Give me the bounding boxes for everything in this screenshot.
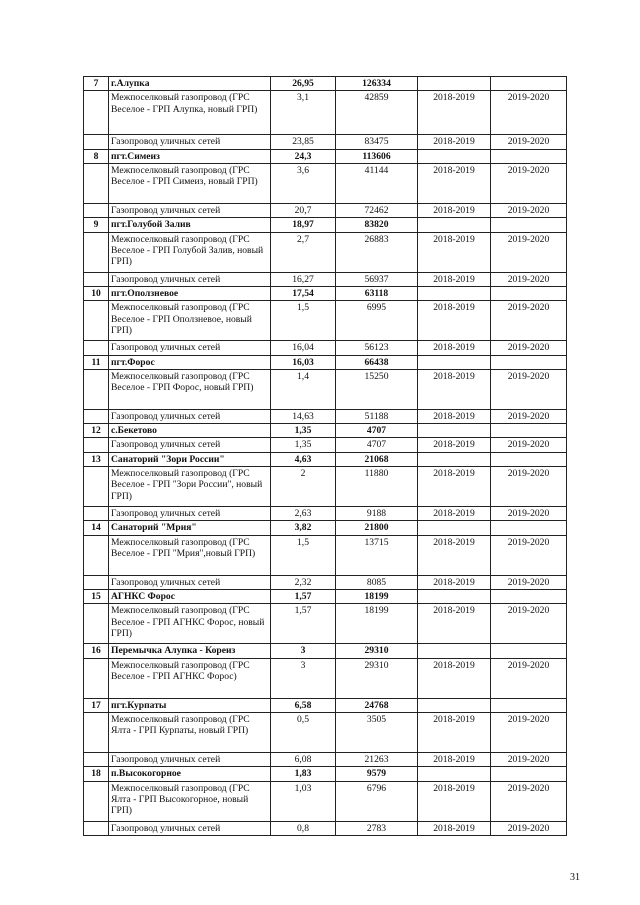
row-number-empty <box>84 604 109 644</box>
length-km: 23,85 <box>271 135 336 149</box>
settlement-name: Санаторий "Зори России" <box>109 452 271 466</box>
construction-start-period: 2018-2019 <box>418 575 491 589</box>
settlement-name: п.Высокогорное <box>109 767 271 781</box>
pipeline-description: Газопровод уличных сетей <box>109 752 271 766</box>
length-km: 1,5 <box>271 535 336 575</box>
table-row <box>84 203 567 217</box>
table-row <box>84 752 567 766</box>
period-end-empty <box>491 767 567 781</box>
period-end-empty <box>491 218 567 232</box>
cost-value: 11880 <box>336 467 418 507</box>
row-number: 9 <box>84 218 109 232</box>
row-number-empty <box>84 712 109 752</box>
construction-start-period: 2018-2019 <box>418 604 491 644</box>
cost-value: 21263 <box>336 752 418 766</box>
period-end-empty <box>491 286 567 300</box>
length-km: 18,97 <box>271 218 336 232</box>
length-km: 1,57 <box>271 590 336 604</box>
construction-start-period: 2018-2019 <box>418 752 491 766</box>
row-number-empty <box>84 535 109 575</box>
pipeline-description: Межпоселковый газопровод (ГРС Веселое - ГРП Алупка, новый ГРП) <box>109 91 271 135</box>
pipeline-description: Межпоселковый газопровод (ГРС Ялта - ГРП Курпаты, новый ГРП) <box>109 712 271 752</box>
period-start-empty <box>418 767 491 781</box>
pipeline-description: Межпоселковый газопровод (ГРС Веселое - ГРП "Мрия",новый ГРП) <box>109 535 271 575</box>
cost-value: 21068 <box>336 452 418 466</box>
construction-end-period: 2019-2020 <box>491 369 567 409</box>
row-number: 15 <box>84 590 109 604</box>
pipeline-description: Газопровод уличных сетей <box>109 203 271 217</box>
cost-value: 21800 <box>336 521 418 535</box>
settlement-name: с.Бекетово <box>109 424 271 438</box>
table-row <box>84 272 567 286</box>
length-km: 4,63 <box>271 452 336 466</box>
cost-value: 29310 <box>336 658 418 698</box>
pipeline-description: Межпоселковый газопровод (ГРС Ялта - ГРП Высокогорное, новый ГРП) <box>109 781 271 821</box>
table-row <box>84 163 567 203</box>
section-header-row <box>84 521 567 535</box>
pipeline-description: Газопровод уличных сетей <box>109 438 271 452</box>
settlement-name: пгт.Симеиз <box>109 149 271 163</box>
section-header-row <box>84 590 567 604</box>
section-header-row <box>84 767 567 781</box>
settlement-name: Перемычка Алупка - Кореиз <box>109 644 271 658</box>
construction-start-period: 2018-2019 <box>418 658 491 698</box>
table-row <box>84 575 567 589</box>
construction-end-period: 2019-2020 <box>491 507 567 521</box>
cost-value: 18199 <box>336 590 418 604</box>
construction-end-period: 2019-2020 <box>491 91 567 135</box>
construction-end-period: 2019-2020 <box>491 203 567 217</box>
construction-start-period: 2018-2019 <box>418 341 491 355</box>
period-start-empty <box>418 218 491 232</box>
row-number-empty <box>84 409 109 423</box>
table-row <box>84 409 567 423</box>
length-km: 3,1 <box>271 91 336 135</box>
settlement-name: пгт.Курпаты <box>109 698 271 712</box>
settlement-name: г.Алупка <box>109 77 271 91</box>
construction-end-period: 2019-2020 <box>491 712 567 752</box>
section-header-row <box>84 149 567 163</box>
row-number: 17 <box>84 698 109 712</box>
length-km: 16,03 <box>271 355 336 369</box>
cost-value: 42859 <box>336 91 418 135</box>
section-header-row <box>84 286 567 300</box>
row-number: 10 <box>84 286 109 300</box>
row-number-empty <box>84 369 109 409</box>
construction-start-period: 2018-2019 <box>418 712 491 752</box>
row-number-empty <box>84 203 109 217</box>
cost-value: 83475 <box>336 135 418 149</box>
length-km: 2 <box>271 467 336 507</box>
period-start-empty <box>418 698 491 712</box>
row-number-empty <box>84 821 109 835</box>
table-row <box>84 91 567 135</box>
row-number-empty <box>84 272 109 286</box>
period-end-empty <box>491 424 567 438</box>
cost-value: 4707 <box>336 424 418 438</box>
length-km: 2,7 <box>271 232 336 272</box>
row-number: 13 <box>84 452 109 466</box>
length-km: 1,03 <box>271 781 336 821</box>
cost-value: 6796 <box>336 781 418 821</box>
period-start-empty <box>418 644 491 658</box>
cost-value: 113606 <box>336 149 418 163</box>
row-number: 14 <box>84 521 109 535</box>
period-end-empty <box>491 77 567 91</box>
construction-start-period: 2018-2019 <box>418 232 491 272</box>
construction-start-period: 2018-2019 <box>418 467 491 507</box>
construction-start-period: 2018-2019 <box>418 91 491 135</box>
period-start-empty <box>418 149 491 163</box>
length-km: 1,35 <box>271 424 336 438</box>
table-row <box>84 467 567 507</box>
construction-end-period: 2019-2020 <box>491 467 567 507</box>
table-row <box>84 535 567 575</box>
length-km: 3 <box>271 658 336 698</box>
construction-start-period: 2018-2019 <box>418 369 491 409</box>
period-start-empty <box>418 521 491 535</box>
row-number-empty <box>84 467 109 507</box>
table-row <box>84 301 567 341</box>
row-number: 12 <box>84 424 109 438</box>
cost-value: 56123 <box>336 341 418 355</box>
row-number-empty <box>84 575 109 589</box>
row-number-empty <box>84 135 109 149</box>
cost-value: 29310 <box>336 644 418 658</box>
cost-value: 6995 <box>336 301 418 341</box>
cost-value: 18199 <box>336 604 418 644</box>
length-km: 1,57 <box>271 604 336 644</box>
table-row <box>84 369 567 409</box>
table-row <box>84 658 567 698</box>
table-row <box>84 781 567 821</box>
construction-end-period: 2019-2020 <box>491 135 567 149</box>
length-km: 17,54 <box>271 286 336 300</box>
cost-value: 26883 <box>336 232 418 272</box>
cost-value: 126334 <box>336 77 418 91</box>
construction-end-period: 2019-2020 <box>491 232 567 272</box>
period-end-empty <box>491 644 567 658</box>
pipeline-description: Газопровод уличных сетей <box>109 507 271 521</box>
construction-start-period: 2018-2019 <box>418 821 491 835</box>
row-number-empty <box>84 507 109 521</box>
table-row <box>84 135 567 149</box>
settlement-name: пгт.Форос <box>109 355 271 369</box>
length-km: 0,5 <box>271 712 336 752</box>
pipeline-description: Газопровод уличных сетей <box>109 575 271 589</box>
length-km: 2,63 <box>271 507 336 521</box>
pipeline-description: Межпоселковый газопровод (ГРС Веселое - ГРП АГНКС Форос, новый ГРП) <box>109 604 271 644</box>
period-start-empty <box>418 590 491 604</box>
pipeline-description: Газопровод уличных сетей <box>109 409 271 423</box>
cost-value: 56937 <box>336 272 418 286</box>
length-km: 2,32 <box>271 575 336 589</box>
table-row <box>84 507 567 521</box>
construction-end-period: 2019-2020 <box>491 163 567 203</box>
period-end-empty <box>491 521 567 535</box>
row-number: 18 <box>84 767 109 781</box>
construction-start-period: 2018-2019 <box>418 203 491 217</box>
row-number-empty <box>84 163 109 203</box>
length-km: 1,83 <box>271 767 336 781</box>
cost-value: 15250 <box>336 369 418 409</box>
period-start-empty <box>418 286 491 300</box>
period-end-empty <box>491 452 567 466</box>
construction-end-period: 2019-2020 <box>491 301 567 341</box>
length-km: 20,7 <box>271 203 336 217</box>
cost-value: 9188 <box>336 507 418 521</box>
table-row <box>84 341 567 355</box>
construction-start-period: 2018-2019 <box>418 301 491 341</box>
construction-start-period: 2018-2019 <box>418 272 491 286</box>
period-start-empty <box>418 424 491 438</box>
pipeline-description: Межпоселковый газопровод (ГРС Веселое - ГРП АГНКС Форос) <box>109 658 271 698</box>
construction-start-period: 2018-2019 <box>418 163 491 203</box>
period-end-empty <box>491 698 567 712</box>
construction-start-period: 2018-2019 <box>418 135 491 149</box>
cost-value: 13715 <box>336 535 418 575</box>
table-row <box>84 712 567 752</box>
construction-end-period: 2019-2020 <box>491 781 567 821</box>
construction-end-period: 2019-2020 <box>491 821 567 835</box>
construction-end-period: 2019-2020 <box>491 535 567 575</box>
length-km: 26,95 <box>271 77 336 91</box>
cost-value: 8085 <box>336 575 418 589</box>
construction-start-period: 2018-2019 <box>418 507 491 521</box>
construction-end-period: 2019-2020 <box>491 752 567 766</box>
length-km: 3 <box>271 644 336 658</box>
row-number: 7 <box>84 77 109 91</box>
table-row <box>84 438 567 452</box>
cost-value: 3505 <box>336 712 418 752</box>
construction-end-period: 2019-2020 <box>491 438 567 452</box>
row-number-empty <box>84 91 109 135</box>
row-number-empty <box>84 301 109 341</box>
section-header-row <box>84 698 567 712</box>
row-number-empty <box>84 438 109 452</box>
pipeline-description: Межпоселковый газопровод (ГРС Веселое - ГРП Оползневое, новый ГРП) <box>109 301 271 341</box>
settlement-name: Санаторий "Мрия" <box>109 521 271 535</box>
construction-start-period: 2018-2019 <box>418 781 491 821</box>
section-header-row <box>84 452 567 466</box>
section-header-row <box>84 218 567 232</box>
cost-value: 2783 <box>336 821 418 835</box>
construction-start-period: 2018-2019 <box>418 535 491 575</box>
construction-start-period: 2018-2019 <box>418 438 491 452</box>
cost-value: 63118 <box>336 286 418 300</box>
cost-value: 83820 <box>336 218 418 232</box>
construction-end-period: 2019-2020 <box>491 658 567 698</box>
row-number-empty <box>84 232 109 272</box>
pipeline-description: Межпоселковый газопровод (ГРС Веселое - ГРП Форос, новый ГРП) <box>109 369 271 409</box>
pipeline-description: Газопровод уличных сетей <box>109 341 271 355</box>
cost-value: 24768 <box>336 698 418 712</box>
settlement-name: пгт.Голубой Залив <box>109 218 271 232</box>
period-start-empty <box>418 355 491 369</box>
row-number-empty <box>84 658 109 698</box>
construction-end-period: 2019-2020 <box>491 409 567 423</box>
pipeline-description: Газопровод уличных сетей <box>109 272 271 286</box>
pipeline-description: Газопровод уличных сетей <box>109 135 271 149</box>
cost-value: 72462 <box>336 203 418 217</box>
section-header-row <box>84 77 567 91</box>
gas-pipeline-table <box>83 76 567 836</box>
row-number-empty <box>84 781 109 821</box>
settlement-name: пгт.Оползневое <box>109 286 271 300</box>
length-km: 16,04 <box>271 341 336 355</box>
page-number: 31 <box>570 872 580 883</box>
period-start-empty <box>418 452 491 466</box>
construction-end-period: 2019-2020 <box>491 575 567 589</box>
length-km: 1,5 <box>271 301 336 341</box>
cost-value: 4707 <box>336 438 418 452</box>
section-header-row <box>84 644 567 658</box>
cost-value: 9579 <box>336 767 418 781</box>
length-km: 6,58 <box>271 698 336 712</box>
row-number-empty <box>84 341 109 355</box>
pipeline-description: Межпоселковый газопровод (ГРС Веселое - ГРП Симеиз, новый ГРП) <box>109 163 271 203</box>
length-km: 1,35 <box>271 438 336 452</box>
length-km: 6,08 <box>271 752 336 766</box>
table-row <box>84 232 567 272</box>
row-number-empty <box>84 752 109 766</box>
cost-value: 41144 <box>336 163 418 203</box>
pipeline-description: Межпоселковый газопровод (ГРС Веселое - ГРП "Зори России", новый ГРП) <box>109 467 271 507</box>
pipeline-description: Газопровод уличных сетей <box>109 821 271 835</box>
length-km: 14,63 <box>271 409 336 423</box>
section-header-row <box>84 355 567 369</box>
pipeline-description: Межпоселковый газопровод (ГРС Веселое - ГРП Голубой Залив, новый ГРП) <box>109 232 271 272</box>
length-km: 24,3 <box>271 149 336 163</box>
settlement-name: АГНКС Форос <box>109 590 271 604</box>
construction-end-period: 2019-2020 <box>491 341 567 355</box>
row-number: 8 <box>84 149 109 163</box>
period-end-empty <box>491 149 567 163</box>
period-start-empty <box>418 77 491 91</box>
section-header-row <box>84 424 567 438</box>
length-km: 3,6 <box>271 163 336 203</box>
cost-value: 51188 <box>336 409 418 423</box>
period-end-empty <box>491 590 567 604</box>
length-km: 16,27 <box>271 272 336 286</box>
row-number: 11 <box>84 355 109 369</box>
cost-value: 66438 <box>336 355 418 369</box>
construction-end-period: 2019-2020 <box>491 272 567 286</box>
table-row <box>84 604 567 644</box>
length-km: 3,82 <box>271 521 336 535</box>
length-km: 0,8 <box>271 821 336 835</box>
length-km: 1,4 <box>271 369 336 409</box>
row-number: 16 <box>84 644 109 658</box>
construction-end-period: 2019-2020 <box>491 604 567 644</box>
construction-start-period: 2018-2019 <box>418 409 491 423</box>
period-end-empty <box>491 355 567 369</box>
table-body <box>84 77 567 836</box>
table-row <box>84 821 567 835</box>
